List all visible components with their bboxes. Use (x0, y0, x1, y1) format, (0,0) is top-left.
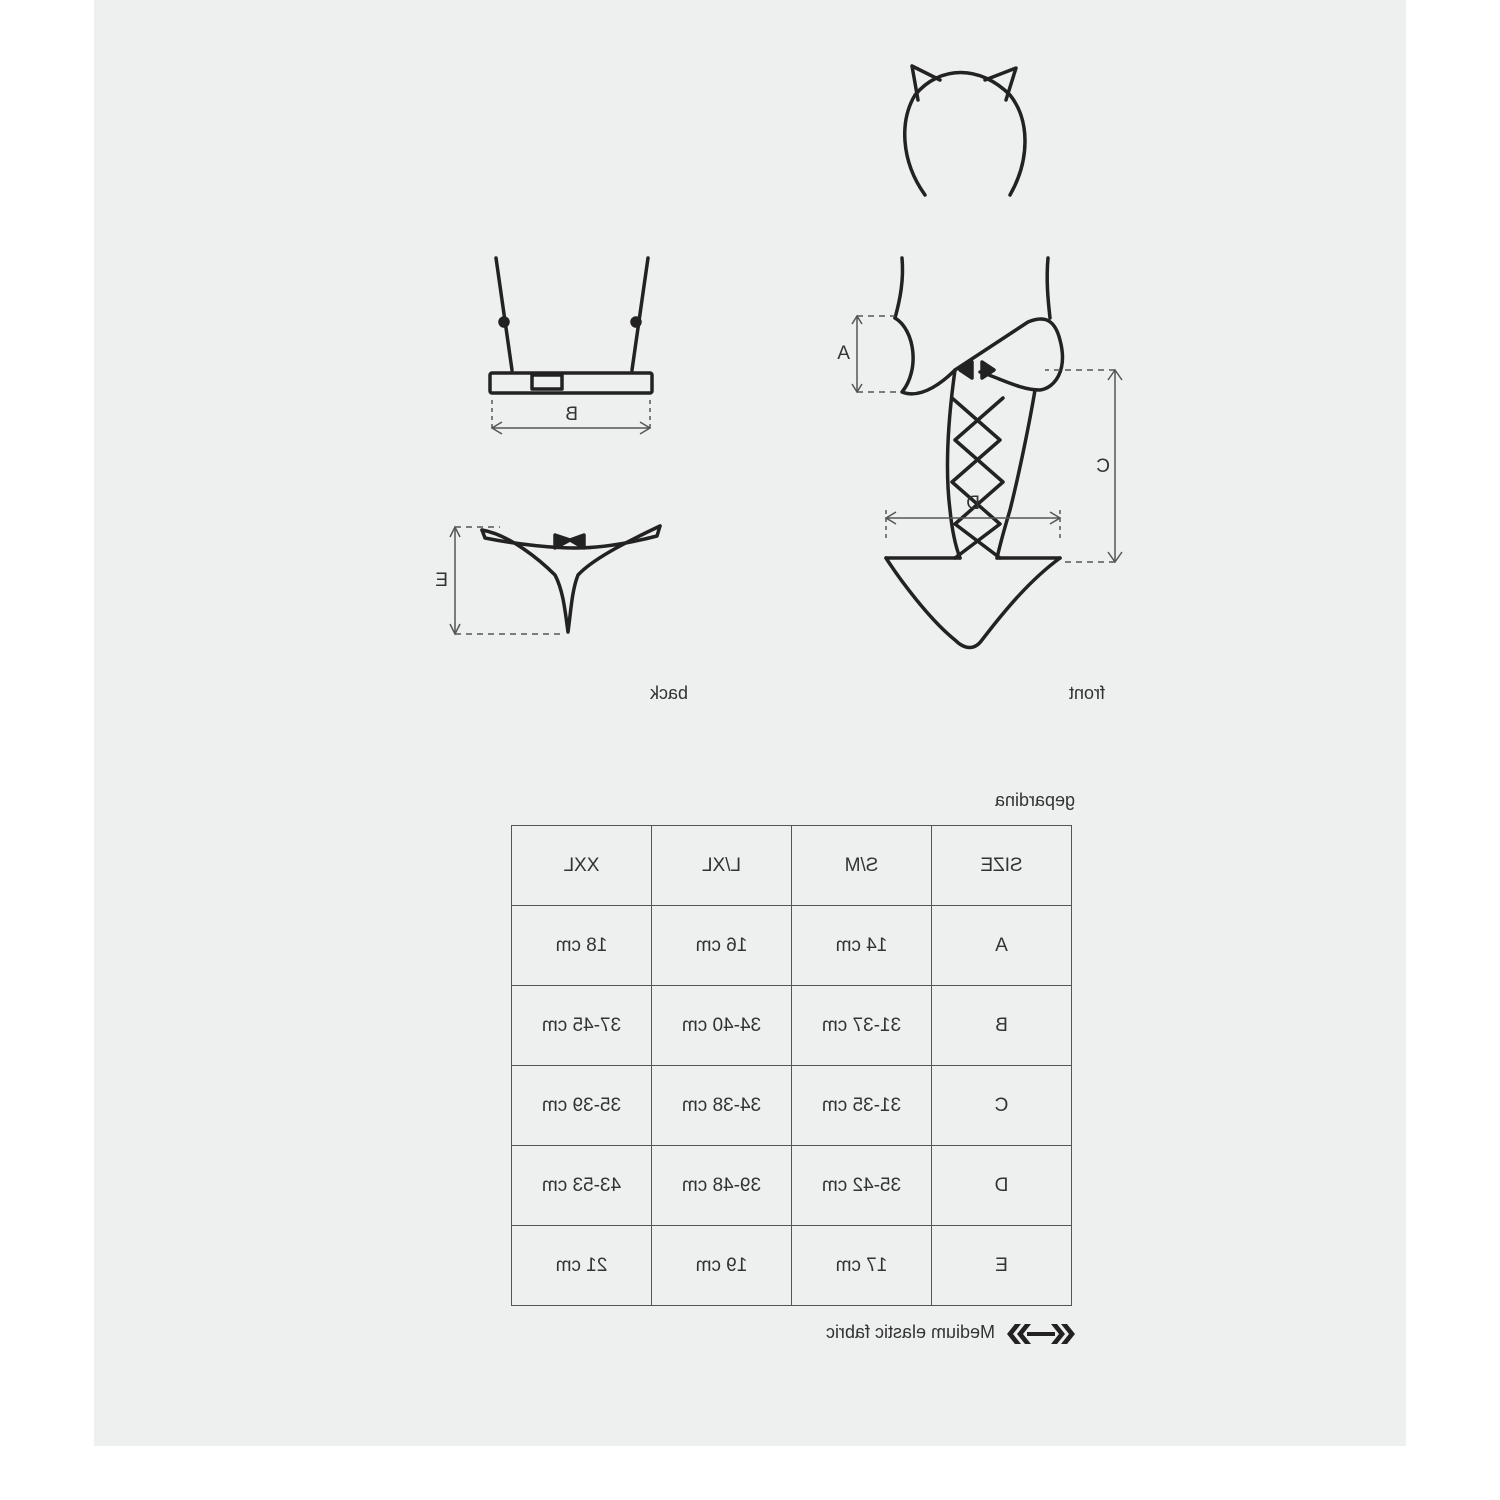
elastic-note-row (765, 1322, 1075, 1346)
table-header-cell: XXL (512, 826, 652, 906)
table-cell: B (932, 986, 1072, 1066)
double-arrow-icon (1007, 1324, 1075, 1344)
table-header-cell: S/M (792, 826, 932, 906)
table-cell: 43-53 cm (512, 1146, 652, 1226)
dimension-label-e: E (435, 570, 448, 591)
size-table (511, 825, 1072, 1306)
dimension-lines (450, 316, 1122, 634)
table-row (512, 1146, 1072, 1226)
dimension-label-d: D (966, 493, 980, 514)
table-row (512, 986, 1072, 1066)
front-label: front (1068, 683, 1105, 703)
bra-back (490, 258, 652, 393)
table-cell: D (932, 1146, 1072, 1226)
product-name: gepardina (994, 790, 1075, 810)
cat-ear-headband (905, 66, 1025, 195)
table-cell: 16 cm (652, 906, 792, 986)
table-cell: 35-39 cm (512, 1066, 652, 1146)
table-cell: E (932, 1226, 1072, 1306)
table-cell: 37-45 cm (512, 986, 652, 1066)
table-cell: 17 cm (792, 1226, 932, 1306)
table-cell: 21 cm (512, 1226, 652, 1306)
dimension-label-c: C (1096, 456, 1110, 477)
table-row (512, 1066, 1072, 1146)
table-header-row (512, 826, 1072, 906)
table-header-cell: SIZE (932, 826, 1072, 906)
table-cell: 31-35 cm (792, 1066, 932, 1146)
table-row (512, 1226, 1072, 1306)
table-header-cell: L/XL (652, 826, 792, 906)
table-cell: 19 cm (652, 1226, 792, 1306)
bodysuit-front (886, 258, 1062, 648)
table-cell: C (932, 1066, 1072, 1146)
dimension-label-b: B (565, 404, 578, 425)
elastic-note-label: Medium elastic fabric (825, 1322, 995, 1342)
table-cell: 35-42 cm (792, 1146, 932, 1226)
table-row (512, 906, 1072, 986)
table-cell: A (932, 906, 1072, 986)
table-cell: 34-40 cm (652, 986, 792, 1066)
table-cell: 14 cm (792, 906, 932, 986)
table-cell: 18 cm (512, 906, 652, 986)
table-cell: 39-48 cm (652, 1146, 792, 1226)
back-label: back (649, 683, 688, 703)
table-cell: 31-37 cm (792, 986, 932, 1066)
table-cell: 34-38 cm (652, 1066, 792, 1146)
dimension-label-a: A (837, 343, 850, 364)
